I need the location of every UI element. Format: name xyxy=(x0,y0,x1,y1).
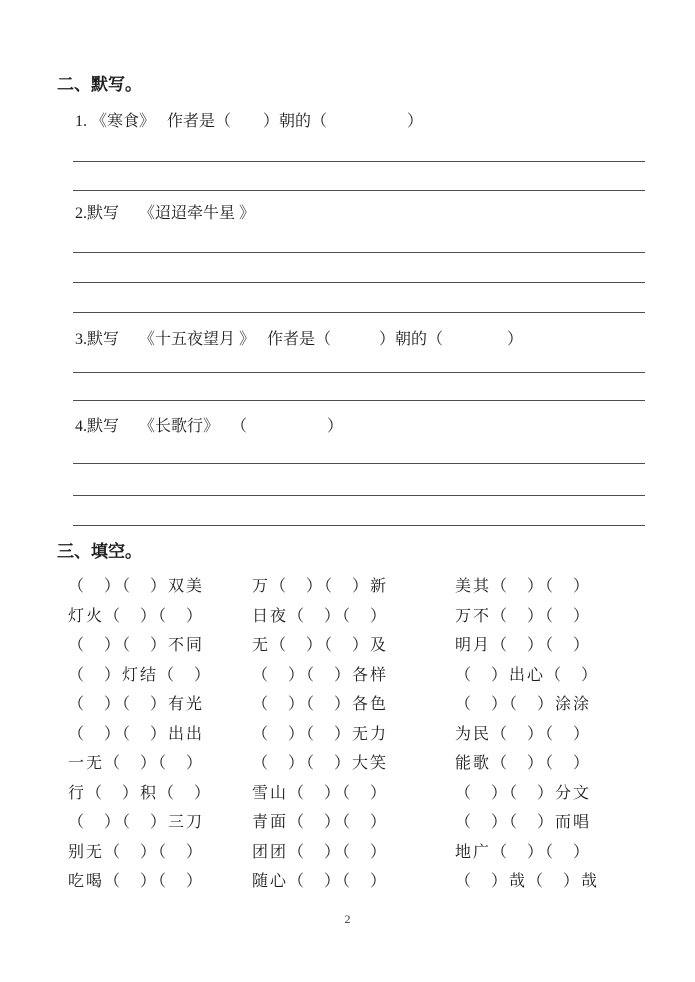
answer-line xyxy=(73,372,645,373)
answer-line xyxy=(73,495,645,496)
fill-blank-cell: 明月（ ）（ ） xyxy=(455,637,592,654)
fill-blank-cell: 能歌（ ）（ ） xyxy=(455,755,592,772)
fill-blank-cell: 无（ ）（ ）及 xyxy=(252,637,389,654)
fill-blank-cell: （ ）（ ）无力 xyxy=(252,725,389,743)
fill-blank-row xyxy=(0,842,695,872)
fill-blank-cell: （ ）（ ）不同 xyxy=(68,637,205,654)
fill-blank-cell: （ ）（ ）各样 xyxy=(252,666,389,684)
fill-blank-row xyxy=(0,606,695,636)
fill-blank-cell: 团团（ ）（ ） xyxy=(252,843,389,861)
section-fill-blank-title: 三、填空。 xyxy=(57,542,142,561)
fill-blank-row xyxy=(0,694,695,724)
fill-blank-cell: 别无（ ）（ ） xyxy=(68,843,205,861)
section-dictation-title: 二、默写。 xyxy=(57,75,142,94)
answer-line xyxy=(73,282,645,283)
fill-blank-cell: （ ）（ ）涂涂 xyxy=(455,696,592,713)
answer-line xyxy=(73,190,645,191)
fill-blank-cell: （ ）（ ）双美 xyxy=(68,578,205,595)
page-number: 2 xyxy=(344,912,351,926)
fill-blank-row xyxy=(0,635,695,665)
fill-blank-row xyxy=(0,665,695,695)
answer-line xyxy=(73,525,645,526)
dictation-item-1: 1. 《寒食》 作者是（ ）朝的（ ） xyxy=(75,113,424,130)
answer-line xyxy=(73,161,645,162)
fill-blank-row xyxy=(0,576,695,606)
fill-blank-cell: （ ）哉（ ）哉 xyxy=(455,873,600,890)
answer-line xyxy=(73,400,645,401)
dictation-item-3: 3.默写 《十五夜望月 》 作者是（ ）朝的（ ） xyxy=(75,331,524,348)
fill-blank-cell: （ ）（ ）三刀 xyxy=(68,814,205,831)
fill-blank-cell: 吃喝（ ）（ ） xyxy=(68,873,205,890)
answer-line xyxy=(73,252,645,253)
answer-line xyxy=(73,312,645,313)
fill-blank-cell: （ ）（ ）出出 xyxy=(68,725,205,743)
fill-blank-cell: 万不（ ）（ ） xyxy=(455,607,592,625)
fill-blank-cell: （ ）出心（ ） xyxy=(455,666,600,684)
fill-blank-cell: （ ）（ ）分文 xyxy=(455,784,592,802)
fill-blank-cell: 一无（ ）（ ） xyxy=(68,755,205,772)
answer-line xyxy=(73,463,645,464)
fill-blank-row xyxy=(0,724,695,754)
fill-blank-cell: 灯火（ ）（ ） xyxy=(68,607,205,625)
fill-blank-cell: 青面（ ）（ ） xyxy=(252,814,389,831)
dictation-item-4: 4.默写 《长歌行》 （ ） xyxy=(75,418,344,435)
fill-blank-row xyxy=(0,812,695,842)
fill-blank-cell: （ ）（ ）有光 xyxy=(68,696,205,713)
fill-blank-cell: 美其（ ）（ ） xyxy=(455,578,592,595)
fill-blank-row xyxy=(0,871,695,901)
fill-blank-row xyxy=(0,753,695,783)
fill-blank-cell: 雪山（ ）（ ） xyxy=(252,784,389,802)
fill-blank-cell: 行（ ）积（ ） xyxy=(68,784,213,802)
fill-blank-cell: （ ）（ ）而唱 xyxy=(455,814,592,831)
fill-blank-cell: 万（ ）（ ）新 xyxy=(252,578,389,595)
dictation-item-2: 2.默写 《迢迢牵牛星 》 xyxy=(75,205,256,222)
fill-blank-cell: （ ）灯结（ ） xyxy=(68,666,213,684)
fill-blank-cell: （ ）（ ）各色 xyxy=(252,696,389,713)
fill-blank-cell: 随心（ ）（ ） xyxy=(252,873,389,890)
fill-blank-cell: （ ）（ ）大笑 xyxy=(252,755,389,772)
fill-blank-cell: 地广（ ）（ ） xyxy=(455,843,592,861)
fill-blank-row xyxy=(0,783,695,813)
fill-blank-cell: 日夜（ ）（ ） xyxy=(252,607,389,625)
fill-blank-cell: 为民（ ）（ ） xyxy=(455,725,592,743)
